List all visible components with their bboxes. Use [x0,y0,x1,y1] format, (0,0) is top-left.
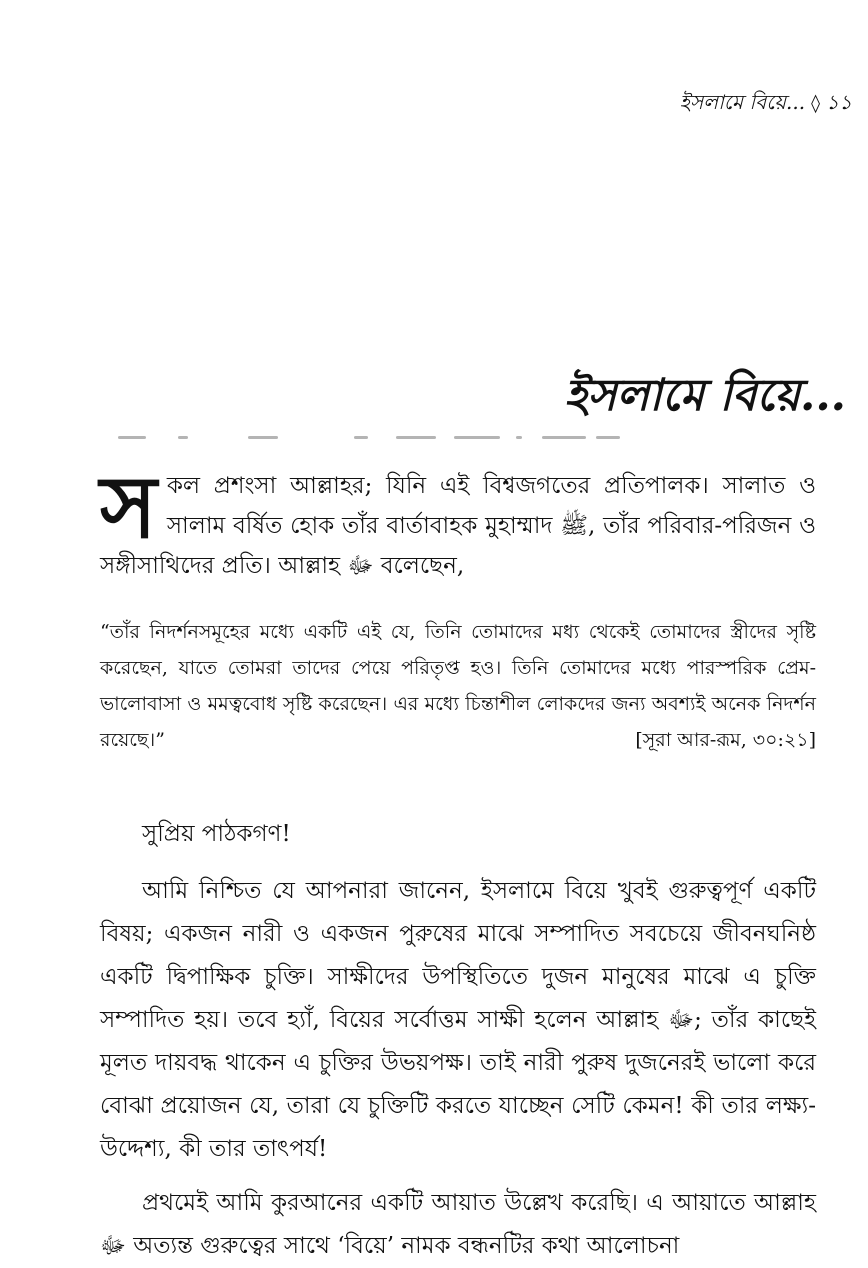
decorative-rule [118,434,718,442]
running-header [680,88,852,121]
body-paragraph-1: আমি নিশ্চিত যে আপনারা জানেন, ইসলামে বিয়ে খুবই গুরুত্বপূর্ণ একটি বিষয়; একজন নারী ও একজন পুরুষের মাঝে সম্পাদিত সবচেয়ে জীবনঘনিষ্ঠ একটি দ্বিপাক্ষিক চুক্তি। সাক্ষীদের উপস্থিতিতে দুজন মানুষের মাঝে এ চুক্তি সম্পাদিত হয়। তবে হ্যাঁ, বিয়ের সর্বোত্তম সাক্ষী হলেন আল্লাহ ﷻ; তাঁর কাছেই মূলত দায়বদ্ধ থাকেন এ চুক্তির উভয়পক্ষ। তাই নারী পুরুষ দুজনেরই ভালো করে বোঝা প্রয়োজন যে, তারা যে চুক্তিটি করতে যাচ্ছেন সেটি কেমন! কী তার লক্ষ্য-উদ্দেশ্য, কী তার তাৎপর্য! [100,878,816,1162]
quote-text: “তাঁর নিদর্শনসমূহের মধ্যে একটি এই যে, তিনি তোমাদের মধ্য থেকেই তোমাদের স্ত্রীদের সৃষ্টি করেছেন, যাতে তোমরা তাদের পেয়ে পরিতৃপ্ত হও। তিনি তোমাদের মধ্যে পারস্পরিক প্রেম-ভালোবাসা ও মমত্ববোধ সৃষ্টি করেছেন। এর মধ্যে চিন্তাশীল লোকদের জন্য অবশ্যই অনেক নিদর্শন রয়েছে।” [100,621,816,751]
diamond-separator-icon: ◊ [811,93,821,114]
running-title: ইসলামে বিয়ে... [679,90,806,114]
body-paragraph-2: প্রথমেই আমি কুরআনের একটি আয়াত উল্লেখ করেছি। এ আয়াতে আল্লাহ ﷻ অত্যন্ত গুরুত্বের সাথে ‘বিয়ে’ নামক বন্ধনটির কথা আলোচনা [100,1190,816,1259]
intro-text: কল প্রশংসা আল্লাহর; যিনি এই বিশ্বজগতের প্রতিপালক। সালাত ও সালাম বর্ষিত হোক তাঁর বার্তাবাহক মুহাম্মাদ ﷺ, তাঁর পরিবার-পরিজন ও সঙ্গীসাথিদের প্রতি। আল্লাহ ﷻ বলেছেন, [100,473,817,579]
intro-paragraph [100,457,817,586]
drop-cap: স [100,457,157,558]
quran-quote [100,614,816,758]
page-number: ১১ [826,90,852,114]
quote-source: [সূরা আর-রূম, ৩০:২১] [635,729,816,751]
chapter-title: ইসলামে বিয়ে... [564,370,846,421]
salutation: সুপ্রিয় পাঠকগণ! [142,821,291,847]
